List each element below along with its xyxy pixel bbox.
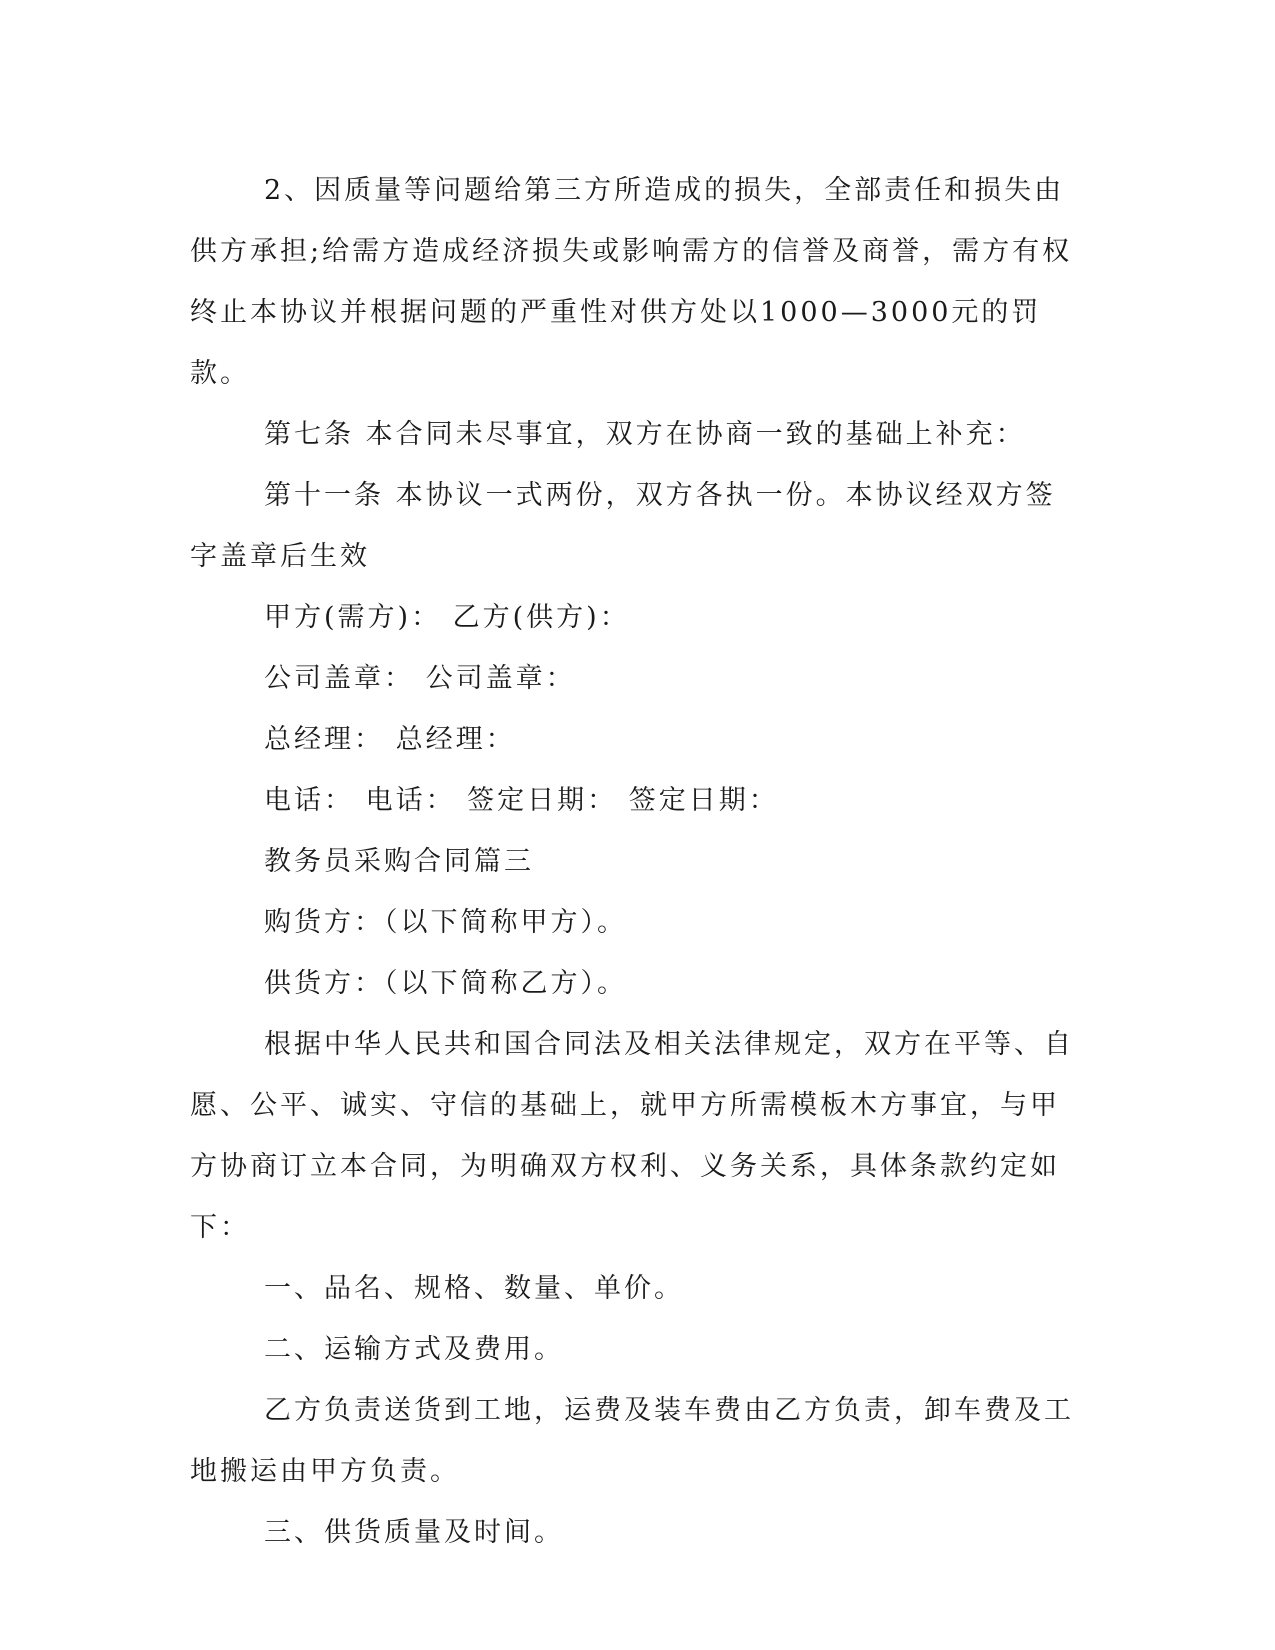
paragraph-delivery-terms: 乙方负责送货到工地，运费及装车费由乙方负责，卸车费及工地搬运由甲方负责。	[190, 1395, 1074, 1487]
paragraph-parties: 甲方(需方)： 乙方(供方)：	[264, 602, 630, 633]
paragraph-general-manager: 总经理： 总经理：	[264, 724, 516, 755]
document-body	[190, 160, 1085, 1563]
paragraph-buyer: 购货方：（以下简称甲方）。	[264, 907, 627, 938]
paragraph-liability-clause: 2、因质量等问题给第三方所造成的损失，全部责任和损失由供方承担;给需方造成经济损失或影响需方的信誉及商誉，需方有权终止本协议并根据问题的严重性对供方处以1000—3000元的罚款。	[190, 175, 1073, 389]
paragraph-item-three: 三、供货质量及时间。	[264, 1517, 564, 1548]
paragraph-phone-date: 电话： 电话： 签定日期： 签定日期：	[264, 785, 779, 816]
section-heading-contract-three: 教务员采购合同篇三	[264, 846, 534, 877]
paragraph-supplier: 供货方：（以下简称乙方）。	[264, 968, 627, 999]
paragraph-article-eleven: 第十一条 本协议一式两份，双方各执一份。本协议经双方签字盖章后生效	[190, 480, 1056, 572]
paragraph-article-seven: 第七条 本合同未尽事宜，双方在协商一致的基础上补充：	[264, 419, 1026, 450]
paragraph-preamble: 根据中华人民共和国合同法及相关法律规定，双方在平等、自愿、公平、诚实、守信的基础上，就甲方所需模板木方事宜，与甲方协商订立本合同，为明确双方权利、义务关系，具体条款约定如下：	[190, 1029, 1074, 1243]
paragraph-item-two: 二、运输方式及费用。	[264, 1334, 564, 1365]
paragraph-company-seal: 公司盖章： 公司盖章：	[264, 663, 576, 694]
paragraph-item-one: 一、品名、规格、数量、单价。	[264, 1273, 684, 1304]
